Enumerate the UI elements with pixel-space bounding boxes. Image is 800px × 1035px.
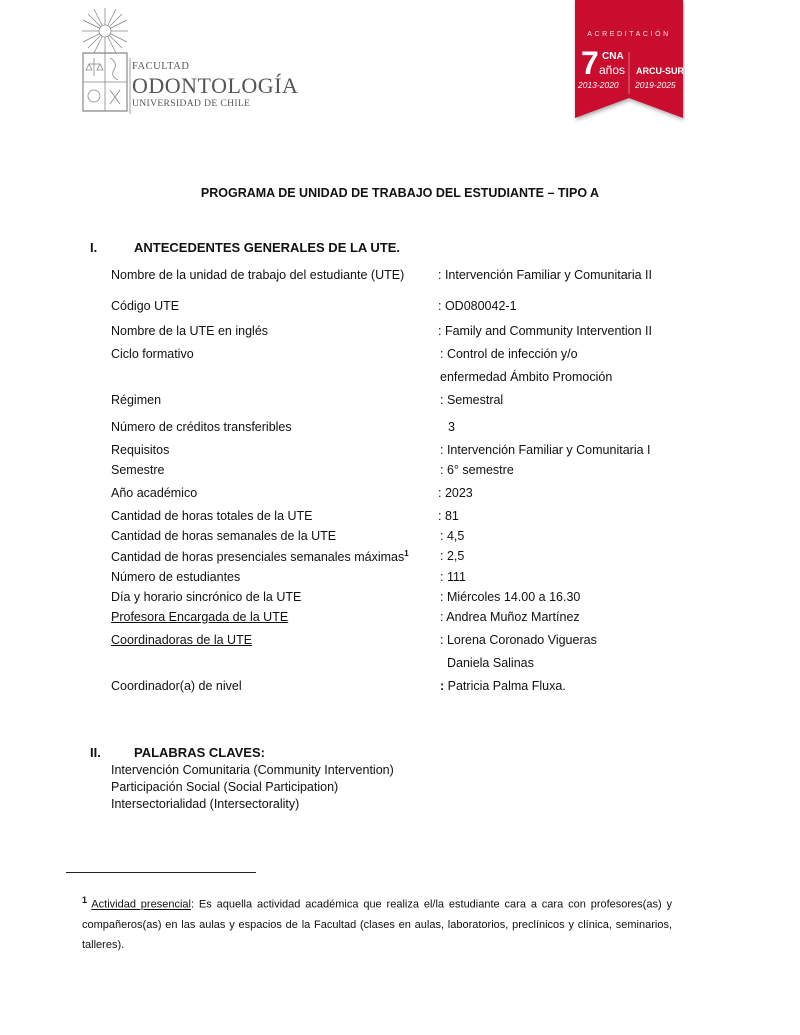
cna-years-number: 7 <box>581 45 599 81</box>
table-row <box>111 393 711 411</box>
field-value: : Control de infección y/o <box>440 347 578 361</box>
logo-text-facultad: FACULTAD <box>132 61 190 72</box>
field-value: : Miércoles 14.00 a 16.30 <box>440 590 581 604</box>
field-value-continued: enfermedad Ámbito Promoción <box>440 370 613 384</box>
table-row <box>111 347 711 389</box>
field-value <box>440 679 566 693</box>
field-label: Año académico <box>111 486 198 500</box>
section-1-number: I. <box>90 240 98 255</box>
table-row <box>111 610 711 628</box>
arcu-sur-period: 2019-2025 <box>635 80 676 90</box>
table-row <box>111 324 711 342</box>
field-value: : Family and Community Intervention II <box>438 324 652 338</box>
keyword-item: Participación Social (Social Participation) <box>111 780 339 794</box>
footnote-ref: 1 <box>404 549 409 558</box>
section-1-title: ANTECEDENTES GENERALES DE LA UTE. <box>134 240 401 255</box>
field-label: Coordinadoras de la UTE <box>111 633 253 647</box>
field-label: Requisitos <box>111 443 170 457</box>
field-value: : 81 <box>438 509 459 523</box>
footnote-marker: 1 <box>82 895 88 905</box>
table-row <box>111 570 711 588</box>
field-value: : Lorena Coronado Vigueras <box>440 633 597 647</box>
field-label: Cantidad de horas totales de la UTE <box>111 509 313 523</box>
field-label: Código UTE <box>111 299 180 313</box>
field-label: Nombre de la unidad de trabajo del estudiante (UTE) <box>111 268 405 282</box>
field-label: Número de créditos transferibles <box>111 420 292 434</box>
keyword-item: Intersectorialidad (Intersectorality) <box>111 797 300 811</box>
table-row <box>111 443 711 461</box>
table-row <box>111 509 711 527</box>
table-row <box>111 633 711 675</box>
field-value: : 2,5 <box>440 549 465 563</box>
field-value-text: Patricia Palma Fluxa. <box>444 679 566 693</box>
field-value: : 6° semestre <box>440 463 514 477</box>
field-label: Día y horario sincrónico de la UTE <box>111 590 302 604</box>
logo-text-universidad: UNIVERSIDAD DE CHILE <box>132 99 251 109</box>
footnote-term: Actividad presencial <box>91 898 191 911</box>
field-value: : 111 <box>440 570 466 584</box>
table-row <box>111 529 711 547</box>
field-label: Cantidad de horas semanales de la UTE <box>111 529 337 543</box>
table-row <box>111 268 711 286</box>
field-label <box>111 549 409 564</box>
field-label: Nombre de la UTE en inglés <box>111 324 269 338</box>
field-value-continued: Daniela Salinas <box>447 656 534 670</box>
footnote-text: : Es aquella actividad académica que realiza el/la estudiante cara a cara con profesores(as) y compañeros(as) en las aulas y espacios de la Facultad (clases en aulas, laboratorios, preclínicos y clínica, seminarios, talleres). <box>82 898 672 951</box>
arcu-sur-label: ARCU-SUR <box>636 66 684 76</box>
field-label: Profesora Encargada de la UTE <box>111 610 289 624</box>
footnote <box>82 890 672 955</box>
footnote-separator <box>66 872 256 873</box>
table-row <box>111 590 711 608</box>
field-value: : Andrea Muñoz Martínez <box>440 610 580 624</box>
section-2-title: PALABRAS CLAVES: <box>134 745 265 760</box>
field-value: 3 <box>448 420 455 434</box>
field-label: Semestre <box>111 463 165 477</box>
field-value: : Semestral <box>440 393 504 407</box>
accreditation-title: ACREDITACIÓN <box>587 31 671 38</box>
cna-label: CNA <box>602 51 624 62</box>
cna-period: 2013-2020 <box>578 80 619 90</box>
field-label: Régimen <box>111 393 162 407</box>
field-label: Coordinador(a) de nivel <box>111 679 242 693</box>
keyword-item: Intervención Comunitaria (Community Intervention) <box>111 763 394 777</box>
field-value: : OD080042-1 <box>438 299 517 313</box>
field-label: Ciclo formativo <box>111 347 194 361</box>
field-label-text: Cantidad de horas presenciales semanales máximas <box>111 550 405 565</box>
field-label: Número de estudiantes <box>111 570 241 584</box>
table-row <box>111 486 711 504</box>
table-row <box>111 549 711 567</box>
table-row <box>111 420 711 438</box>
table-row <box>111 679 711 697</box>
section-2-number: II. <box>90 745 101 760</box>
cna-unit: años <box>599 63 626 77</box>
field-value: : 4,5 <box>440 529 465 543</box>
field-colon: : <box>440 679 445 693</box>
logo-text-odontologia: ODONTOLOGÍA <box>132 73 299 98</box>
field-value: : 2023 <box>438 486 473 500</box>
field-value: : Intervención Familiar y Comunitaria II <box>438 268 652 282</box>
table-row <box>111 299 711 317</box>
document-title: PROGRAMA DE UNIDAD DE TRABAJO DEL ESTUDIANTE – TIPO A <box>200 186 600 200</box>
field-value: : Intervención Familiar y Comunitaria I <box>440 443 651 457</box>
table-row <box>111 463 711 481</box>
